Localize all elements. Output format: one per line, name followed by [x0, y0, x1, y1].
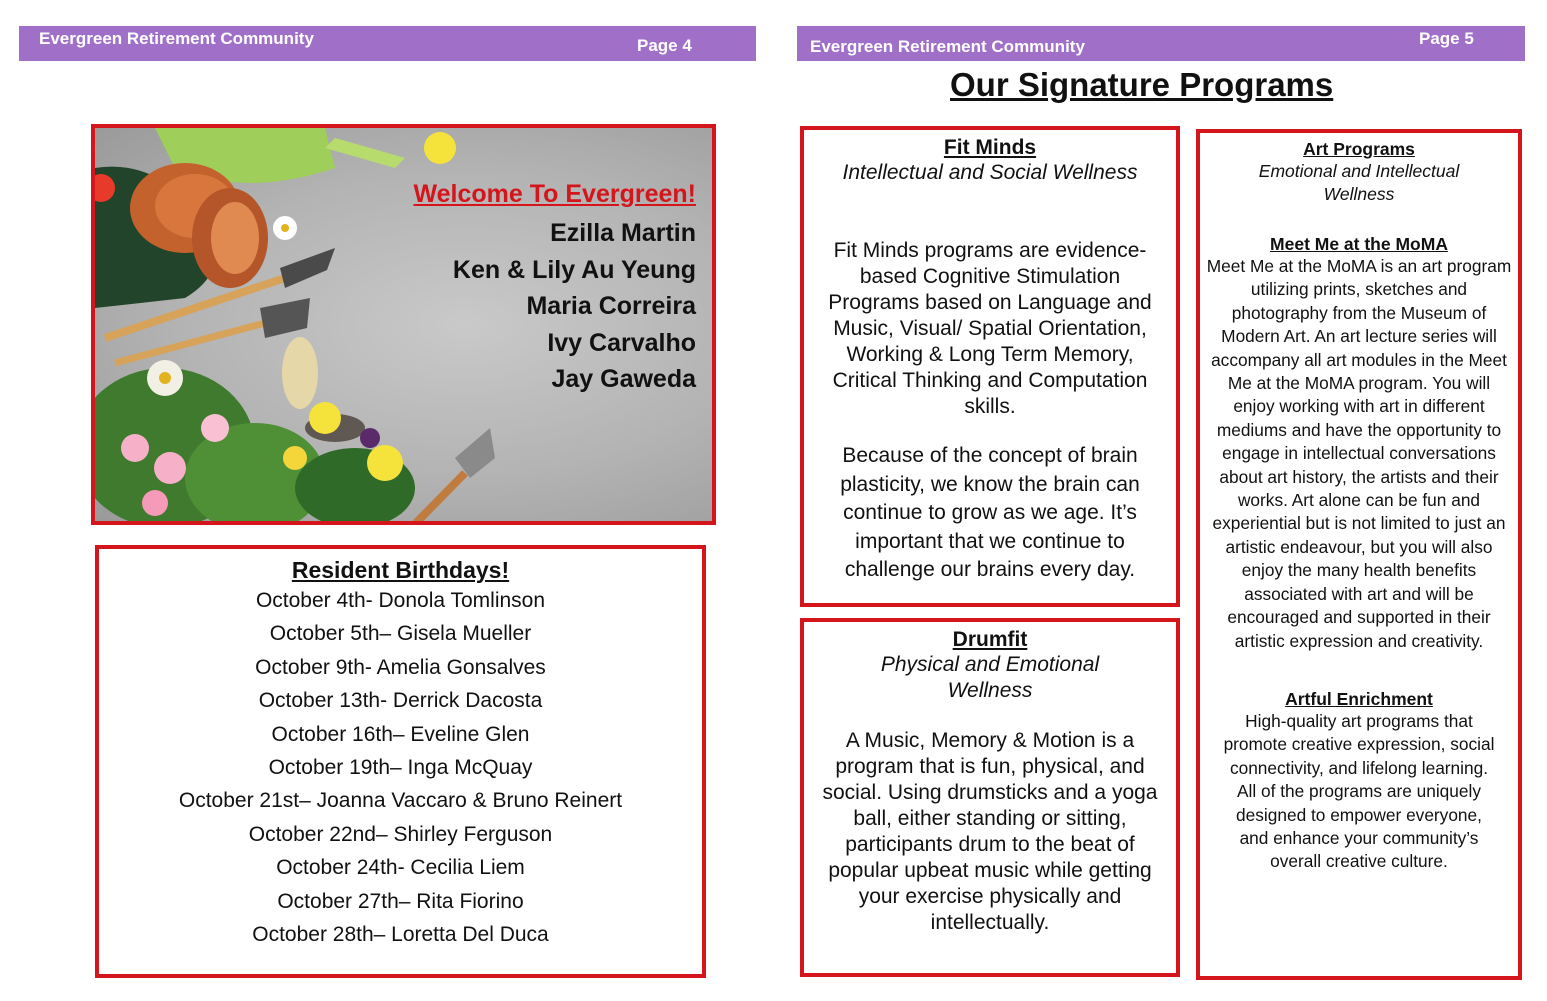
- birthday-item: October 22nd– Shirley Ferguson: [248, 822, 553, 846]
- birthday-item: October 27th– Rita Fiorino: [277, 889, 524, 913]
- left-header-page-number: Page 4: [637, 36, 692, 55]
- art-programs-title: Art Programs: [1303, 139, 1415, 159]
- birthday-item: October 19th– Inga McQuay: [268, 756, 533, 780]
- artful-enrichment-title: Artful Enrichment: [1285, 688, 1433, 709]
- right-header-page-number: Page 5: [1419, 29, 1474, 48]
- welcome-name: Ken & Lily Au Yeung: [452, 255, 696, 284]
- art-programs-subtitle: Emotional and Intellectual Wellness: [1258, 161, 1460, 204]
- drumfit-box: [800, 618, 1180, 977]
- right-header-org: Evergreen Retirement Community: [810, 37, 1085, 56]
- art-programs-box: [1196, 129, 1522, 980]
- birthday-item: October 5th– Gisela Mueller: [269, 622, 532, 646]
- welcome-name: Ezilla Martin: [550, 219, 696, 247]
- moma-title: Meet Me at the MoMA: [1270, 234, 1448, 254]
- birthday-item: October 28th– Loretta Del Duca: [252, 923, 549, 947]
- fit-minds-paragraph-1: Fit Minds programs are evidence-based Cognitive Stimulation Programs based on Language and Music, Visual/ Spatial Orientation, Working & Long Term Memory, Critical Thinking and Computation skills.: [828, 239, 1152, 418]
- welcome-name: Ivy Carvalho: [547, 328, 696, 357]
- birthday-item: October 21st– Joanna Vaccaro & Bruno Reinert: [178, 789, 623, 813]
- page-title: Our Signature Programs: [950, 66, 1334, 103]
- birthday-item: October 24th- Cecilia Liem: [276, 856, 525, 880]
- birthdays-title: Resident Birthdays!: [291, 557, 510, 583]
- welcome-name: Jay Gaweda: [551, 365, 696, 393]
- artful-enrichment-body: High-quality art programs that promote creative expression, social connectivity, and lifelong learning. All of the programs are uniquely designed to empower everyone, and enhance your community’s overall creative culture.: [1223, 710, 1495, 872]
- fit-minds-paragraph-2: Because of the concept of brain plasticity, we know the brain can continue to grow as we age. It’s important that we continue to challenge our brains every day.: [840, 444, 1140, 582]
- left-header-org: Evergreen Retirement Community: [39, 29, 314, 48]
- welcome-block: [414, 180, 697, 398]
- left-page-header: [19, 26, 756, 61]
- moma-body: Meet Me at the MoMA is an art program utilizing prints, sketches and photography from the Museum of Modern Art. An art lecture series will accompany all art modules in the Meet Me at the MoMA program. You will enjoy working with art in different mediums and have the opportunity to engage in intellectual conversations about art history, the artists and their works. Art alone can be fun and experiential but is not limited to just an artistic endeavour, but you will also enjoy the many health benefits associated with art and will be encouraged and supported in their artistic expression and creativity.: [1206, 256, 1512, 651]
- birthdays-box: [95, 545, 706, 978]
- fit-minds-box: [800, 126, 1180, 607]
- welcome-photo-panel: [91, 124, 716, 525]
- drumfit-title: Drumfit: [952, 628, 1028, 651]
- birthday-item: October 13th- Derrick Dacosta: [258, 689, 543, 713]
- birthday-item: October 16th– Eveline Glen: [271, 722, 530, 746]
- drumfit-subtitle: Physical and Emotional Wellness: [880, 653, 1100, 702]
- birthday-item: October 9th- Amelia Gonsalves: [255, 655, 546, 679]
- welcome-name: Maria Correira: [526, 292, 696, 320]
- drumfit-body: A Music, Memory & Motion is a program that is fun, physical, and social. Using drumsticks and a yoga ball, either standing or sitting, participants drum to the beat of popular upbeat music while getting your exercise physically and intellectually.: [822, 729, 1158, 934]
- right-page-header: [797, 26, 1525, 61]
- welcome-title: Welcome To Evergreen!: [413, 180, 696, 208]
- fit-minds-subtitle: Intellectual and Social Wellness: [842, 161, 1138, 184]
- birthday-item: October 4th- Donola Tomlinson: [255, 589, 546, 612]
- fit-minds-title: Fit Minds: [943, 136, 1037, 159]
